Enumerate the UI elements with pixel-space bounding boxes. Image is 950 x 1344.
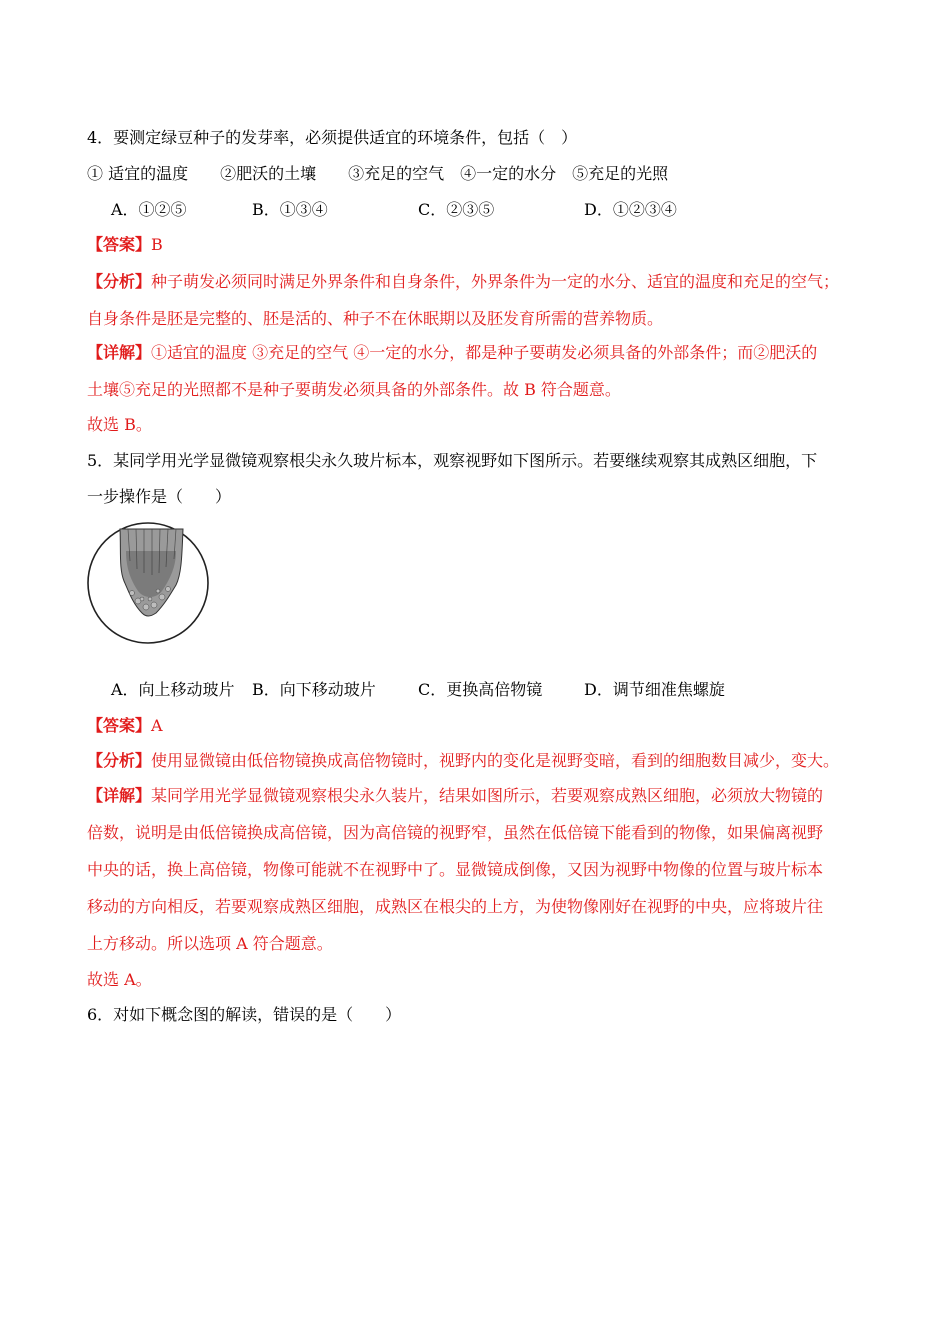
q4-option-a: A．①②⑤ <box>111 200 187 219</box>
analysis-text: 使用显微镜由低倍物镜换成高倍物镜时，视野内的变化是视野变暗，看到的细胞数目减少，变大。 <box>151 751 840 770</box>
q5-option-c: C．更换高倍物镜 <box>418 680 543 699</box>
q4-option-c: C．②③⑤ <box>418 200 495 219</box>
q4-stem: 4．要测定绿豆种子的发芽率，必须提供适宜的环境条件，包括（ ） <box>87 128 578 147</box>
q5-detail-line-2: 倍数，说明是由低倍镜换成高倍镜，因为高倍镜的视野窄，虽然在低倍镜下能看到的物像，如果偏离视野 <box>87 823 824 842</box>
detail-tag: 【详解】 <box>87 343 152 362</box>
q5-analysis-line-1 <box>87 751 839 771</box>
q6-stem: 6．对如下概念图的解读，错误的是（ ） <box>87 1005 402 1024</box>
q5-option-b: B．向下移动玻片 <box>252 680 376 699</box>
q4-option-b: B．①③④ <box>252 200 328 219</box>
analysis-tag: 【分析】 <box>87 272 152 291</box>
q5-stem-line-2: 一步操作是（ ） <box>87 487 232 506</box>
analysis-tag: 【分析】 <box>87 751 152 770</box>
q5-detail-line-1 <box>87 786 823 806</box>
answer-tag: 【答案】 <box>87 235 152 254</box>
q4-answer <box>87 235 163 255</box>
q5-option-d: D．调节细准焦螺旋 <box>584 680 725 699</box>
q4-conditions: ① 适宜的温度 ②肥沃的土壤 ③充足的空气 ④一定的水分 ⑤充足的光照 <box>87 164 669 183</box>
q4-option-d: D．①②③④ <box>584 200 677 219</box>
answer-value: B <box>151 235 163 254</box>
detail-text: ①适宜的温度 ③充足的空气 ④一定的水分，都是种子要萌发必须具备的外部条件；而②肥沃的 <box>151 343 818 362</box>
answer-tag: 【答案】 <box>87 716 152 735</box>
q5-conclusion: 故选 A。 <box>87 970 152 989</box>
q4-detail-line-2: 土壤⑤充足的光照都不是种子要萌发必须具备的外部条件。故 B 符合题意。 <box>87 380 621 399</box>
q5-stem-line-1: 5．某同学用光学显微镜观察根尖永久玻片标本，观察视野如下图所示。若要继续观察其成熟区细胞，下 <box>87 451 818 470</box>
q5-detail-line-3: 中央的话，换上高倍镜，物像可能就不在视野中了。显微镜成倒像，又因为视野中物像的位置与玻片标本 <box>87 860 824 879</box>
microscope-field-root-tip-icon <box>86 521 212 645</box>
q5-answer <box>87 716 163 736</box>
answer-value: A <box>151 716 163 735</box>
q4-detail-line-1 <box>87 343 817 363</box>
q5-detail-line-5: 上方移动。所以选项 A 符合题意。 <box>87 934 333 953</box>
detail-text: 某同学用光学显微镜观察根尖永久装片，结果如图所示，若要观察成熟区细胞，必须放大物镜的 <box>151 786 824 805</box>
detail-tag: 【详解】 <box>87 786 152 805</box>
q5-detail-line-4: 移动的方向相反，若要观察成熟区细胞，成熟区在根尖的上方，为使物像刚好在视野的中央，应将玻片往 <box>87 897 824 916</box>
q4-analysis-line-2: 自身条件是胚是完整的、胚是活的、种子不在休眠期以及胚发育所需的营养物质。 <box>87 309 664 328</box>
analysis-text: 种子萌发必须同时满足外界条件和自身条件，外界条件为一定的水分、适宜的温度和充足的空气； <box>151 272 840 291</box>
q4-conclusion: 故选 B。 <box>87 415 152 434</box>
q4-analysis-line-1 <box>87 272 839 292</box>
q5-option-a: A．向上移动玻片 <box>111 680 235 699</box>
